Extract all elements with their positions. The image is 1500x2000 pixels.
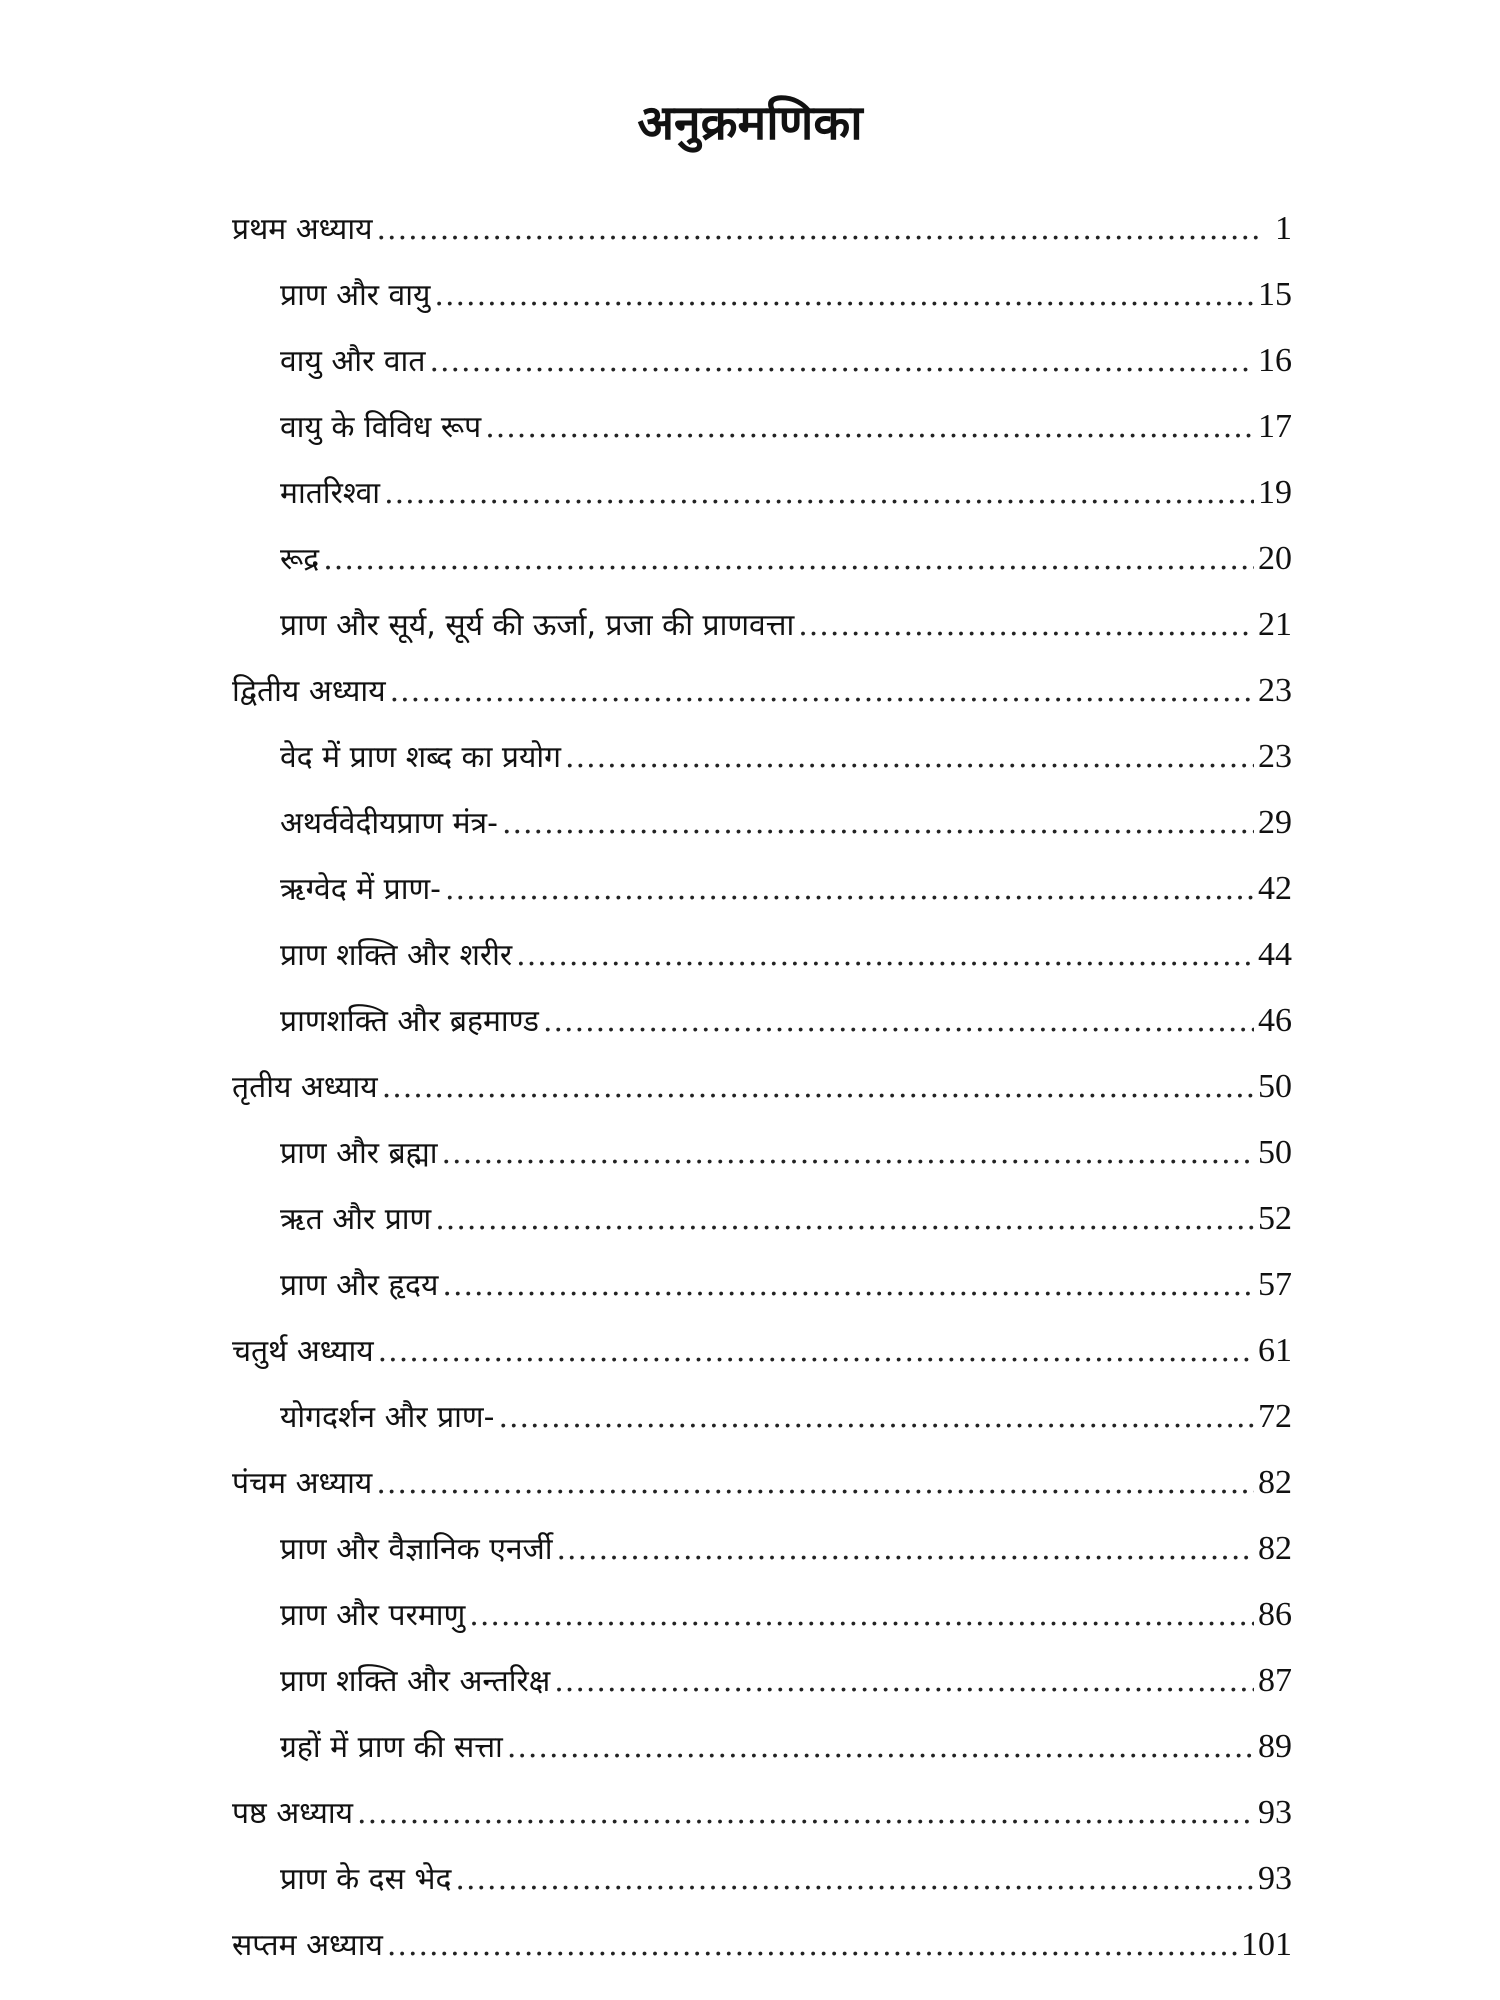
toc-entry-label: ग्रहों में प्राण की सत्ता — [280, 1730, 503, 1765]
dot-leader — [516, 923, 1254, 989]
toc-entry-label: प्रथम अध्याय — [232, 212, 373, 247]
toc-entry-label: द्वितीय अध्याय — [232, 674, 386, 709]
toc-page-number: 17 — [1258, 408, 1292, 445]
dot-leader — [357, 1781, 1254, 1847]
dot-leader — [390, 659, 1254, 725]
toc-entry-label: पंचम अध्याय — [232, 1466, 373, 1501]
toc-page-number: 21 — [1258, 606, 1292, 643]
dot-leader — [502, 791, 1254, 857]
toc-page-number: 23 — [1258, 738, 1292, 775]
toc-section-entry — [232, 1186, 1292, 1252]
toc-section-entry — [232, 1252, 1292, 1318]
toc-page-number: 93 — [1258, 1860, 1292, 1897]
toc-chapter-entry — [232, 1450, 1292, 1516]
toc-entry-label: ऋग्वेद में प्राण- — [280, 872, 441, 907]
dot-leader — [376, 1451, 1254, 1517]
toc-entry-label: पष्ठ अध्याय — [232, 1796, 354, 1831]
toc-entry-label: प्राणशक्ति और ब्रहमाण्ड — [280, 1004, 539, 1039]
toc-entry-label: योगदर्शन और प्राण- — [280, 1400, 495, 1435]
toc-section-entry — [232, 262, 1292, 328]
toc-page-number: 19 — [1258, 474, 1292, 511]
toc-chapter-entry — [232, 1912, 1292, 1978]
dot-leader — [554, 1649, 1254, 1715]
toc-section-entry — [232, 724, 1292, 790]
dot-leader — [434, 263, 1254, 329]
toc-entry-label: तृतीय अध्याय — [232, 1070, 378, 1105]
toc-entry-label: वायु के विविध रूप — [280, 410, 482, 445]
dot-leader — [557, 1517, 1254, 1583]
toc-page-number: 87 — [1258, 1662, 1292, 1699]
dot-leader — [565, 725, 1254, 791]
table-of-contents — [232, 196, 1292, 1978]
dot-leader — [543, 989, 1254, 1055]
toc-section-entry — [232, 1120, 1292, 1186]
toc-page-number: 101 — [1241, 1926, 1292, 1963]
toc-section-entry — [232, 1384, 1292, 1450]
dot-leader — [469, 1583, 1254, 1649]
dot-leader — [507, 1715, 1254, 1781]
toc-entry-label: प्राण शक्ति और शरीर — [280, 938, 513, 973]
toc-section-entry — [232, 328, 1292, 394]
dot-leader — [323, 527, 1254, 593]
toc-section-entry — [232, 1582, 1292, 1648]
dot-leader — [384, 461, 1254, 527]
toc-section-entry — [232, 592, 1292, 658]
toc-page-number: 57 — [1258, 1266, 1292, 1303]
toc-page-number: 42 — [1258, 870, 1292, 907]
toc-entry-label: प्राण और हृदय — [280, 1268, 439, 1303]
toc-section-entry — [232, 460, 1292, 526]
toc-chapter-entry — [232, 658, 1292, 724]
toc-entry-label: ऋत और प्राण — [280, 1202, 432, 1237]
toc-section-entry — [232, 1846, 1292, 1912]
dot-leader — [377, 197, 1259, 263]
toc-entry-label: रूद्र — [280, 542, 320, 577]
toc-page-number: 82 — [1258, 1530, 1292, 1567]
toc-entry-label: प्राण और परमाणु — [280, 1598, 466, 1633]
toc-chapter-entry — [232, 1780, 1292, 1846]
dot-leader — [485, 395, 1254, 461]
page-title: अनुक्रमणिका — [637, 95, 863, 151]
toc-page-number: 29 — [1258, 804, 1292, 841]
dot-leader — [498, 1385, 1254, 1451]
toc-entry-label: चतुर्थ अध्याय — [232, 1334, 374, 1369]
toc-entry-label: वेद में प्राण शब्द का प्रयोग — [280, 740, 562, 775]
toc-section-entry — [232, 526, 1292, 592]
dot-leader — [387, 1913, 1237, 1979]
toc-page-number: 1 — [1275, 210, 1292, 247]
dot-leader — [442, 1253, 1254, 1319]
toc-section-entry — [232, 790, 1292, 856]
toc-chapter-entry — [232, 1318, 1292, 1384]
toc-page-number: 15 — [1258, 276, 1292, 313]
toc-page-number: 44 — [1258, 936, 1292, 973]
toc-page-number: 52 — [1258, 1200, 1292, 1237]
toc-page-number: 50 — [1258, 1134, 1292, 1171]
toc-page-number: 50 — [1258, 1068, 1292, 1105]
toc-section-entry — [232, 922, 1292, 988]
toc-page-number: 61 — [1258, 1332, 1292, 1369]
toc-entry-label: प्राण और वैज्ञानिक एनर्जी — [280, 1532, 553, 1567]
toc-page-number: 72 — [1258, 1398, 1292, 1435]
toc-section-entry — [232, 1648, 1292, 1714]
toc-page-number: 46 — [1258, 1002, 1292, 1039]
toc-entry-label: प्राण के दस भेद — [280, 1862, 452, 1897]
dot-leader — [378, 1319, 1254, 1385]
toc-section-entry — [232, 1714, 1292, 1780]
toc-entry-label: प्राण शक्ति और अन्तरिक्ष — [280, 1664, 551, 1699]
toc-section-entry — [232, 856, 1292, 922]
toc-section-entry — [232, 1516, 1292, 1582]
dot-leader — [429, 329, 1254, 395]
toc-page-number: 89 — [1258, 1728, 1292, 1765]
dot-leader — [445, 857, 1254, 923]
dot-leader — [382, 1055, 1254, 1121]
dot-leader — [442, 1121, 1255, 1187]
toc-page-number: 16 — [1258, 342, 1292, 379]
toc-page-number: 86 — [1258, 1596, 1292, 1633]
toc-section-entry — [232, 394, 1292, 460]
toc-page-number: 82 — [1258, 1464, 1292, 1501]
toc-chapter-entry — [232, 196, 1292, 262]
toc-section-entry — [232, 988, 1292, 1054]
toc-entry-label: वायु और वात — [280, 344, 426, 379]
toc-entry-label: प्राण और वायु — [280, 278, 431, 313]
toc-page-number: 23 — [1258, 672, 1292, 709]
toc-entry-label: अथर्ववेदीयप्राण मंत्र- — [280, 806, 498, 841]
toc-entry-label: मातरिश्वा — [280, 476, 381, 511]
toc-page-number: 20 — [1258, 540, 1292, 577]
toc-entry-label: प्राण और सूर्य, सूर्य की ऊर्जा, प्रजा की प्राणवत्ता — [280, 608, 795, 643]
toc-chapter-entry — [232, 1054, 1292, 1120]
dot-leader — [435, 1187, 1254, 1253]
toc-entry-label: प्राण और ब्रह्मा — [280, 1136, 438, 1171]
toc-entry-label: सप्तम अध्याय — [232, 1928, 383, 1963]
dot-leader — [798, 593, 1254, 659]
dot-leader — [455, 1847, 1254, 1913]
toc-page-number: 93 — [1258, 1794, 1292, 1831]
